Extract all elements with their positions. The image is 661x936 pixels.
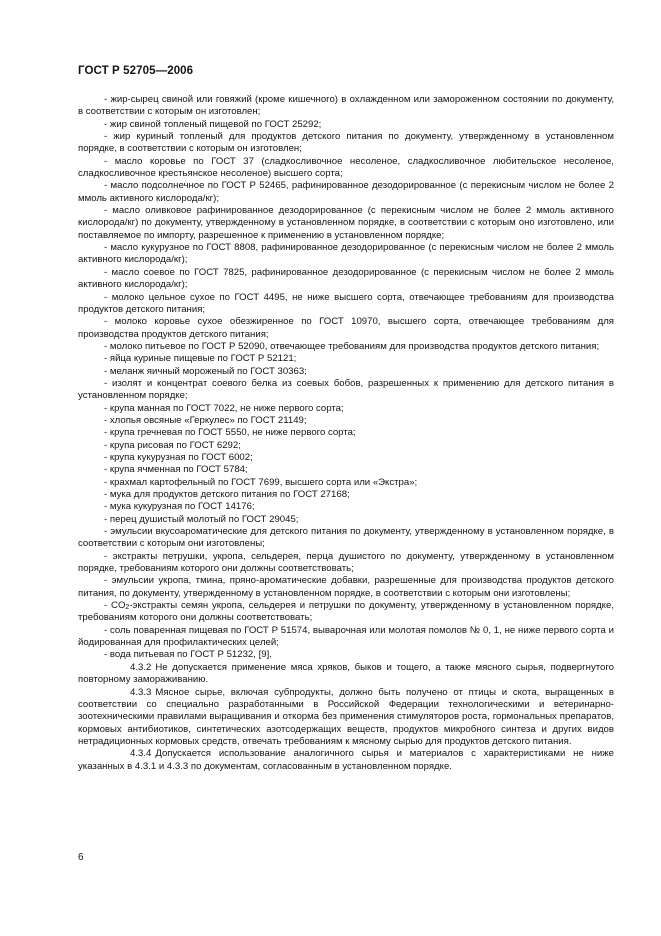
list-item: - масло коровье по ГОСТ 37 (сладкосливочное несоленое, сладкосливочное любительское несоленое, сладкосливочное крестьянское несоленое) высшего сорта; [78,156,614,181]
clause-number: 4.3.4 [130,748,152,760]
list-item: - масло кукурузное по ГОСТ 8808, рафинированное дезодорированное (с перекисным числом не более 2 ммоль активного кислорода/кг); [78,242,614,267]
list-item: - жир-сырец свиной или говяжий (кроме кишечного) в охлажденном или замороженном состоянии по документу, в соответствии с которым он изготовлен; [78,94,614,119]
list-item: - крупа манная по ГОСТ 7022, не ниже первого сорта; [78,403,614,415]
document-body [78,94,614,773]
clause-paragraph [78,748,614,773]
list-item: - соль поваренная пищевая по ГОСТ Р 51574, выварочная или молотая помолов № 0, 1, не ниже первого сорта и йодированная для профилактических целей; [78,625,614,650]
ingredient-list-continued [78,625,614,662]
co2-text: -экстракты семян укропа, сельдерея и петрушки по документу, утвержденному в установленном порядке, требованиям которого они должны соответствовать; [78,600,614,624]
clause-text: Допускается использование аналогичного сырья и материалов с характеристиками не ниже указанных в 4.3.1 и 4.3.3 по документам, согласованным в установленном порядке. [78,748,614,772]
list-item: - перец душистый молотый по ГОСТ 29045; [78,514,614,526]
list-item: - хлопья овсяные «Геркулес» по ГОСТ 21149; [78,415,614,427]
co2-subscript: 2 [125,604,130,612]
clause-paragraph [78,687,614,749]
list-item: - крахмал картофельный по ГОСТ 7699, высшего сорта или «Экстра»; [78,477,614,489]
page-number: 6 [78,852,84,863]
list-item: - меланж яичный мороженый по ГОСТ 30363; [78,366,614,378]
clauses [78,662,614,773]
list-item: - мука кукурузная по ГОСТ 14176; [78,501,614,513]
list-item-co2 [78,600,614,625]
clause-text: Мясное сырье, включая субпродукты, должно быть получено от птицы и скота, выращенных в соответствии со специально разработанными в Российской Федерации технологическими и ветеринарно-зоотехническими правилами выращивания и откорма без применения стимуляторов роста, гормональных препаратов, кормовых антибиотиков, синтетических азотсодержащих веществ, продуктов микробного синтеза и других видов нетрадиционных кормовых средств, отвечать требованиям к мясному сырью для продуктов детского питания. [78,686,614,747]
list-item: - молоко цельное сухое по ГОСТ 4495, не ниже высшего сорта, отвечающее требованиям для производства продуктов детского питания; [78,292,614,317]
list-item: - масло соевое по ГОСТ 7825, рафинированное дезодорированное (с перекисным числом не более 2 ммоль активного кислорода/кг); [78,267,614,292]
list-item: - изолят и концентрат соевого белка из соевых бобов, разрешенных к применению для детского питания в установленном порядке; [78,378,614,403]
co2-prefix: CO [111,600,126,612]
list-item: - крупа гречневая по ГОСТ 5550, не ниже первого сорта; [78,427,614,439]
list-item: - эмульсии укропа, тмина, пряно-ароматические добавки, разрешенные для производства продуктов детского питания, по документу, утвержденному в установленном порядке, в соответствии с которым они изготовлены; [78,575,614,600]
list-item: - масло оливковое рафинированное дезодорированное (с перекисным числом не более 2 ммоль активного кислорода/кг) по документу, утвержденному в установленном порядке, в соответствии с которым оно изготовлено, или поставляемое по импорту, разрешенное к применению в установленном порядке; [78,205,614,242]
clause-number: 4.3.2 [130,661,152,673]
clause-number: 4.3.3 [130,686,152,698]
list-item: - экстракты петрушки, укропа, сельдерея, перца душистого по документу, утвержденному в установленном порядке, требованиям которого они должны соответствовать; [78,551,614,576]
list-item: - крупа ячменная по ГОСТ 5784; [78,464,614,476]
list-item: - масло подсолнечное по ГОСТ Р 52465, рафинированное дезодорированное (с перекисным числом не более 2 ммоль активного кислорода/кг); [78,180,614,205]
list-item: - молоко питьевое по ГОСТ Р 52090, отвечающее требованиям для производства продуктов детского питания; [78,341,614,353]
list-item: - крупа кукурузная по ГОСТ 6002; [78,452,614,464]
list-item: - эмульсии вкусоароматические для детского питания по документу, утвержденному в установленном порядке, в соответствии с которым они изготовлены; [78,526,614,551]
clause-text: Не допускается применение мяса хряков, быков и тощего, а также мясного сырья, подвергнутого повторному замораживанию. [78,661,614,686]
ingredient-list [78,94,614,600]
list-item: - молоко коровье сухое обезжиренное по ГОСТ 10970, высшего сорта, отвечающее требованиям для производства продуктов детского питания; [78,316,614,341]
list-item: - мука для продуктов детского питания по ГОСТ 27168; [78,489,614,501]
list-item: - жир свиной топленый пищевой по ГОСТ 25292; [78,119,614,131]
document-header: ГОСТ Р 52705—2006 [78,65,194,77]
list-item: - яйца куриные пищевые по ГОСТ Р 52121; [78,353,614,365]
clause-paragraph [78,662,614,687]
list-item: - вода питьевая по ГОСТ Р 51232, [9]. [78,649,614,661]
list-item: - крупа рисовая по ГОСТ 6292; [78,440,614,452]
list-item: - жир куриный топленый для продуктов детского питания по документу, утвержденному в установленном порядке, в соответствии с которым он изготовлен; [78,131,614,156]
